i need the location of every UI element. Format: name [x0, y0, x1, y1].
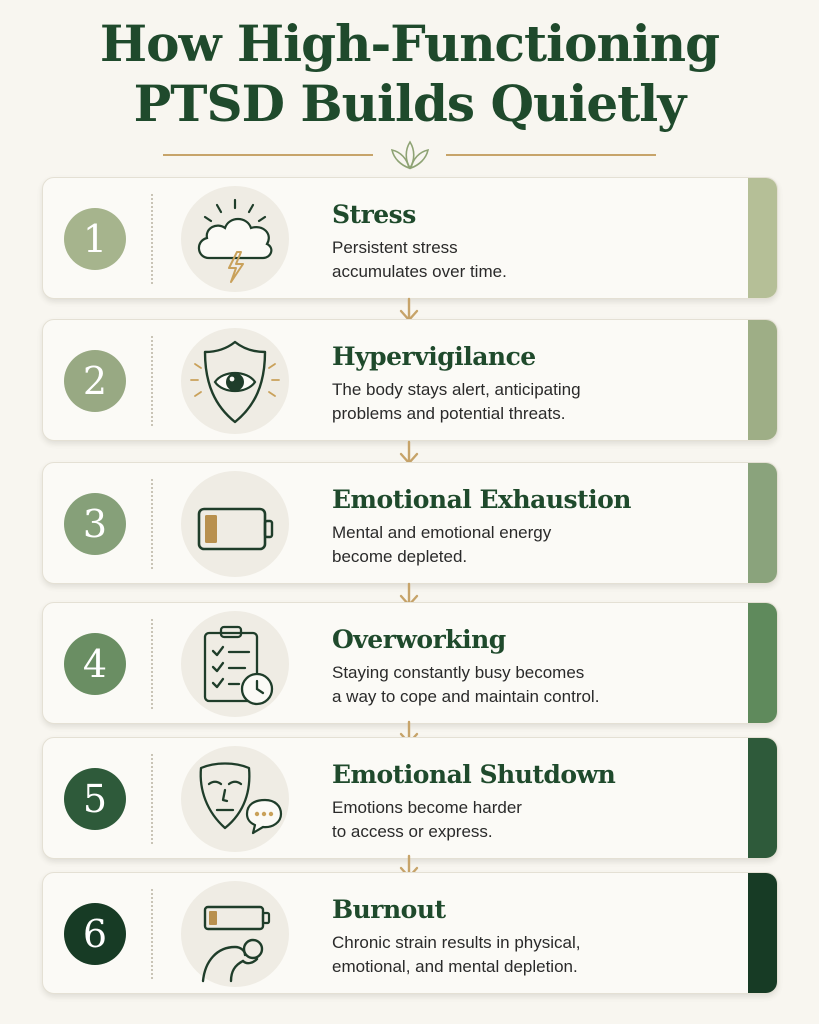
page-title [0, 14, 819, 134]
icon-circle [181, 611, 289, 717]
title-line-1: How High-Functioning [99, 14, 720, 73]
icon-circle [181, 746, 289, 852]
icon-circle [181, 471, 289, 577]
divider-line-right [446, 154, 656, 156]
icon-circle [181, 186, 289, 292]
leaf-icon [388, 138, 432, 170]
icon-circle [181, 881, 289, 987]
card-accent-bar [748, 320, 777, 440]
card-accent-bar [748, 603, 777, 723]
dotted-separator [151, 336, 153, 426]
title-line-2: PTSD Builds Quietly [133, 74, 686, 133]
step-description-line-1: Mental and emotional energy [332, 523, 552, 542]
step-card-3 [42, 462, 778, 584]
dotted-separator [151, 194, 153, 284]
step-description-line-2: a way to cope and maintain control. [332, 687, 600, 706]
step-description [332, 521, 732, 569]
step-description-line-1: The body stays alert, anticipating [332, 380, 581, 399]
step-description [332, 796, 732, 844]
step-description [332, 236, 732, 284]
clipboard-clock-icon [181, 611, 289, 717]
step-number-badge: 6 [64, 903, 126, 965]
mask-speech-icon [181, 746, 289, 852]
step-card-6 [42, 872, 778, 994]
step-description-line-2: problems and potential threats. [332, 404, 566, 423]
step-title: Burnout [332, 895, 446, 924]
dotted-separator [151, 619, 153, 709]
step-description-line-1: Staying constantly busy becomes [332, 663, 585, 682]
step-description [332, 661, 732, 709]
card-accent-bar [748, 873, 777, 993]
step-number-badge: 5 [64, 768, 126, 830]
step-title: Hypervigilance [332, 342, 536, 371]
title-divider [0, 138, 819, 172]
step-description-line-2: become depleted. [332, 547, 468, 566]
step-card-5 [42, 737, 778, 859]
step-description [332, 378, 732, 426]
dotted-separator [151, 479, 153, 569]
step-card-1 [42, 177, 778, 299]
step-title: Overworking [332, 625, 506, 654]
step-description-line-2: accumulates over time. [332, 262, 507, 281]
step-number-badge: 1 [64, 208, 126, 270]
step-description-line-2: emotional, and mental depletion. [332, 957, 578, 976]
step-description-line-1: Emotions become harder [332, 798, 522, 817]
card-accent-bar [748, 738, 777, 858]
step-description-line-1: Persistent stress [332, 238, 458, 257]
divider-line-left [163, 154, 373, 156]
step-description [332, 931, 732, 979]
low-battery-icon [181, 471, 289, 577]
step-number-badge: 4 [64, 633, 126, 695]
storm-cloud-icon [181, 186, 289, 292]
shield-eye-icon [181, 328, 289, 434]
step-number-badge: 2 [64, 350, 126, 412]
step-title: Stress [332, 200, 416, 229]
step-card-4 [42, 602, 778, 724]
dotted-separator [151, 754, 153, 844]
step-title: Emotional Shutdown [332, 760, 616, 789]
step-title: Emotional Exhaustion [332, 485, 631, 514]
dotted-separator [151, 889, 153, 979]
step-number-badge: 3 [64, 493, 126, 555]
icon-circle [181, 328, 289, 434]
card-accent-bar [748, 463, 777, 583]
card-accent-bar [748, 178, 777, 298]
step-description-line-2: to access or express. [332, 822, 493, 841]
step-card-2 [42, 319, 778, 441]
burnout-person-icon [181, 881, 289, 987]
step-description-line-1: Chronic strain results in physical, [332, 933, 581, 952]
